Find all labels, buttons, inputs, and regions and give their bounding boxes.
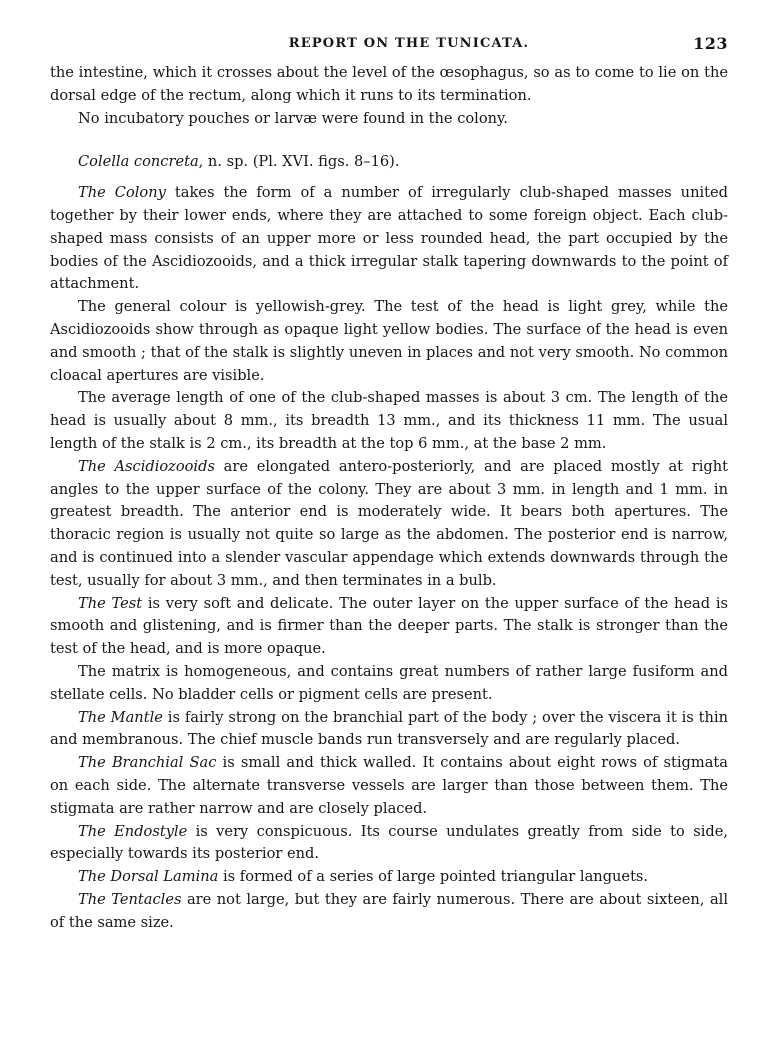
running-header	[50, 36, 728, 62]
paragraph-dorsal-lamina	[50, 866, 728, 889]
tentacles-text: are not large, but they are fairly numerous. There are about sixteen, all of the same size.	[50, 890, 728, 931]
endostyle-label: The Endostyle	[78, 822, 188, 840]
paragraph-incubatory: No incubatory pouches or larvæ were found in the colony.	[78, 109, 508, 127]
ascidiozooids-label: The Ascidiozooids	[78, 457, 215, 475]
page-number: 123	[693, 34, 728, 53]
paragraph-colony	[50, 182, 728, 296]
ascidiozooids-text: are elongated antero-posteriorly, and are placed mostly at right angles to the upper surface of the colony. They are about 3 mm. in length and 1 mm. in greatest breadth. The anterior end is moderately wide. It bears both apertures. The thoracic region is usually not quite so large as the abdomen. The posterior end is narrow, and is continued into a slender vascular appendage which extends downwards through the test, usually for about 3 mm., and then terminates in a bulb.	[50, 457, 728, 589]
species-heading	[50, 151, 728, 174]
species-name: Colella concreta	[78, 153, 199, 171]
paragraph-matrix: The matrix is homogeneous, and contains great numbers of rather large fusiform and stellate cells. No bladder cells or pigment cells are present.	[50, 662, 728, 703]
branchial-label: The Branchial Sac	[78, 754, 217, 772]
paragraph-test	[50, 593, 728, 661]
endostyle-text: is very conspicuous. Its course undulates greatly from side to side, especially towards its posterior end.	[50, 822, 728, 863]
colony-text: takes the form of a number of irregularly club-shaped masses united together by their lower ends, where they are attached to some foreign object. Each club-shaped mass consists of an upper more or less rounded head, the part occupied by the bodies of the Ascidiozooids, and a thick irregular stalk tapering downwards to the point of attachment.	[50, 184, 728, 293]
colony-label: The Colony	[78, 184, 166, 202]
paragraph-intestine: the intestine, which it crosses about the level of the œsophagus, so as to come to lie on the dorsal edge of the rectum, along which it runs to its termination.	[50, 64, 728, 104]
running-title: REPORT ON THE TUNICATA.	[288, 36, 530, 51]
tentacles-label: The Tentacles	[78, 890, 182, 908]
paragraph-colour: The general colour is yellowish-grey. The test of the head is light grey, while the Ascidiozooids show through as opaque light yellow bodies. The surface of the head is even and smooth ; that of the stalk is slightly uneven in places and not very smooth. No common cloacal apertures are visible.	[50, 298, 728, 384]
species-reference: , n. sp. (Pl. XVI. figs. 8–16).	[198, 153, 400, 171]
mantle-label: The Mantle	[78, 708, 163, 726]
test-text: is very soft and delicate. The outer layer on the upper surface of the head is smooth and glistening, and is firmer than the deeper parts. The stalk is stronger than the test of the head, and is more opaque.	[50, 594, 728, 658]
dorsal-label: The Dorsal Lamina	[78, 868, 219, 886]
paragraph-ascidiozooids	[50, 456, 728, 593]
mantle-text: is fairly strong on the branchial part of the body ; over the viscera it is thin and membranous. The chief muscle bands run transversely and are regularly placed.	[50, 708, 729, 749]
paragraph-mantle	[50, 707, 728, 753]
paragraph-size: The average length of one of the club-shaped masses is about 3 cm. The length of the head is usually about 8 mm., its breadth 13 mm., and its thickness 11 mm. The usual length of the stalk is 2 cm., its breadth at the top 6 mm., at the base 2 mm.	[50, 389, 728, 452]
paragraph-branchial-sac	[50, 752, 728, 820]
dorsal-text: is formed of a series of large pointed triangular languets.	[218, 868, 649, 886]
paragraph-endostyle	[50, 821, 728, 867]
paragraph-tentacles	[50, 889, 728, 935]
test-label: The Test	[78, 594, 143, 612]
branchial-text: is small and thick walled. It contains about eight rows of stigmata on each side. The alternate transverse vessels are larger than those between them. The stigmata are rather narrow and are closely placed.	[50, 754, 728, 817]
document-page	[50, 36, 728, 934]
